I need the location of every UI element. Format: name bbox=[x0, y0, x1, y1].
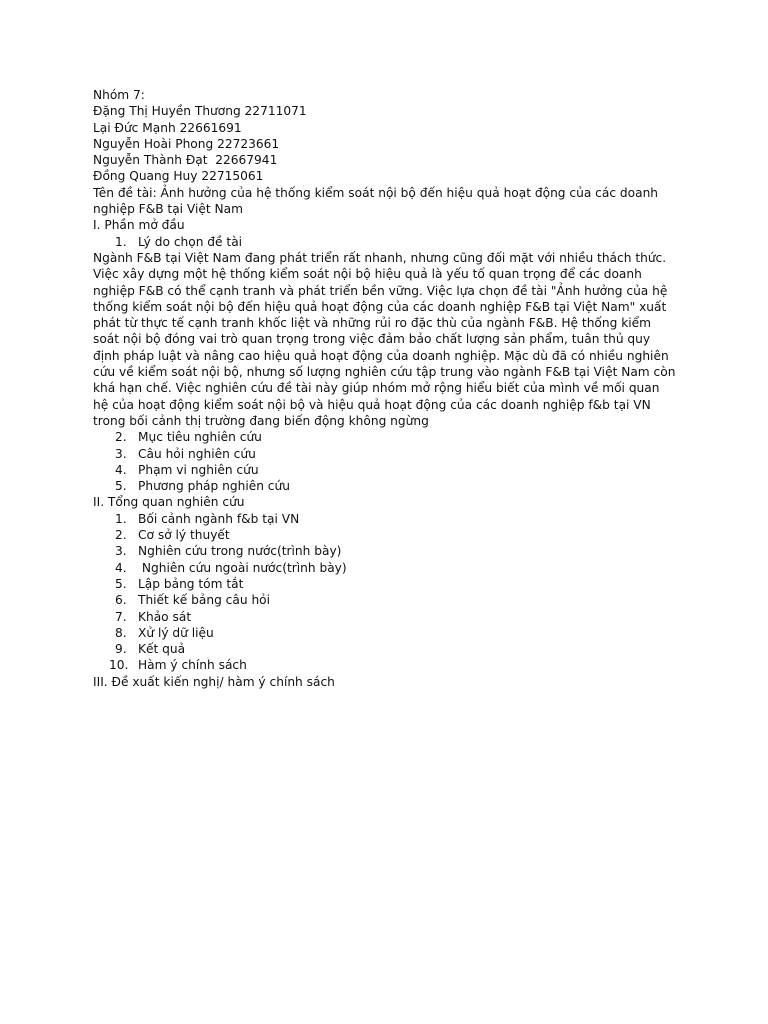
document-page bbox=[93, 87, 678, 690]
list-item bbox=[93, 527, 678, 543]
list-item-number: 10. bbox=[109, 658, 129, 673]
list-item-number: 5. bbox=[115, 576, 127, 591]
section-heading-intro: I. Phần mở đầu bbox=[93, 218, 185, 233]
list-item-label: Nghiên cứu trong nước(trình bày) bbox=[138, 544, 342, 559]
list-item bbox=[93, 543, 678, 559]
list-item bbox=[93, 641, 678, 657]
list-item bbox=[93, 625, 678, 641]
list-item-label: Lý do chọn đề tài bbox=[138, 234, 243, 249]
member-line: Nguyễn Hoài Phong 22723661 bbox=[93, 136, 280, 151]
list-item-label: Phạm vi nghiên cứu bbox=[138, 462, 259, 477]
list-item bbox=[93, 429, 678, 445]
rationale-paragraph: Ngành F&B tại Việt Nam đang phát triển rất nhanh, nhưng cũng đối mặt với nhiều thách thức. Việc xây dựng một hệ thống kiểm soát nội bộ hiệu quả là yếu tố quan trọng để các doanh nghiệp F&B có thể cạnh tranh và phát triển bền vững. Việc lựa chọn đề tài "Ảnh hưởng của hệ thống kiểm soát nội bộ đến hiệu quả hoạt động của các doanh nghiệp F&B tại Việt Nam" xuất phát từ thực tế cạnh tranh khốc liệt và những rủi ro đặc thù của ngành F&B. Hệ thống kiểm soát nội bộ đóng vai trò quan trọng trong việc đảm bảo chất lượng sản phẩm, tuân thủ quy định pháp luật và nâng cao hiệu quả hoạt động của doanh nghiệp. Mặc dù đã có nhiều nghiên cứu về kiểm soát nội bộ, nhưng số lượng nghiên cứu tập trung vào ngành F&B tại Việt Nam còn khá hạn chế. Việc nghiên cứu đề tài này giúp nhóm mở rộng hiểu biết của mình về mối quan hệ của hoạt động kiểm soát nội bộ và hiệu quả hoạt động của các doanh nghiệp f&b tại VN trong bối cảnh thị trường đang biến động không ngừng bbox=[93, 250, 676, 428]
list-item-number: 2. bbox=[115, 430, 127, 445]
list-item-number: 3. bbox=[115, 446, 127, 461]
group-label: Nhóm 7: bbox=[93, 88, 145, 102]
member-line: Lại Đức Mạnh 22661691 bbox=[93, 120, 242, 135]
list-item-label: Hàm ý chính sách bbox=[138, 658, 247, 673]
overview-list bbox=[93, 511, 678, 674]
list-item-label: Bối cảnh ngành f&b tại VN bbox=[138, 511, 300, 526]
list-item-number: 5. bbox=[115, 479, 127, 494]
section-heading-overview: II. Tổng quan nghiên cứu bbox=[93, 495, 245, 510]
section-heading-recommendations: III. Đề xuất kiến nghị/ hàm ý chính sách bbox=[93, 674, 335, 689]
member-line: Đồng Quang Huy 22715061 bbox=[93, 169, 264, 184]
intro-list-rest bbox=[93, 429, 678, 494]
list-item-label: Nghiên cứu ngoài nước(trình bày) bbox=[138, 560, 347, 575]
list-item bbox=[93, 234, 678, 250]
list-item bbox=[93, 462, 678, 478]
list-item-number: 8. bbox=[115, 625, 127, 640]
list-item-number: 6. bbox=[115, 593, 127, 608]
list-item-label: Lập bảng tóm tắt bbox=[138, 576, 244, 591]
list-item-number: 4. bbox=[115, 560, 127, 575]
list-item bbox=[93, 609, 678, 625]
list-item-label: Khảo sát bbox=[138, 609, 192, 624]
list-item bbox=[93, 560, 678, 576]
list-item-number: 1. bbox=[115, 511, 127, 526]
list-item bbox=[93, 576, 678, 592]
list-item bbox=[93, 446, 678, 462]
member-line: Nguyễn Thành Đạt 22667941 bbox=[93, 153, 278, 168]
list-item-label: Kết quả bbox=[138, 642, 186, 657]
list-item bbox=[93, 592, 678, 608]
list-item-label: Câu hỏi nghiên cứu bbox=[138, 446, 256, 461]
list-item-number: 2. bbox=[115, 528, 127, 543]
list-item-label: Thiết kế bảng câu hỏi bbox=[138, 593, 271, 608]
list-item-number: 1. bbox=[115, 234, 127, 249]
topic-title: Tên đề tài: Ảnh hưởng của hệ thống kiểm soát nội bộ đến hiệu quả hoạt động của các doanh nghiệp F&B tại Việt Nam bbox=[93, 185, 659, 217]
list-item-label: Cơ sở lý thuyết bbox=[138, 528, 230, 543]
list-item-number: 3. bbox=[115, 544, 127, 559]
list-item-number: 4. bbox=[115, 462, 127, 477]
member-line: Đặng Thị Huyền Thương 22711071 bbox=[93, 104, 307, 119]
list-item-label: Xử lý dữ liệu bbox=[138, 625, 214, 640]
list-item-number: 7. bbox=[115, 609, 127, 624]
intro-list-first bbox=[93, 234, 678, 250]
list-item bbox=[93, 478, 678, 494]
list-item-number: 9. bbox=[115, 642, 127, 657]
list-item-label: Mục tiêu nghiên cứu bbox=[138, 430, 262, 445]
list-item bbox=[93, 511, 678, 527]
list-item bbox=[93, 657, 678, 673]
list-item-label: Phương pháp nghiên cứu bbox=[138, 479, 290, 494]
